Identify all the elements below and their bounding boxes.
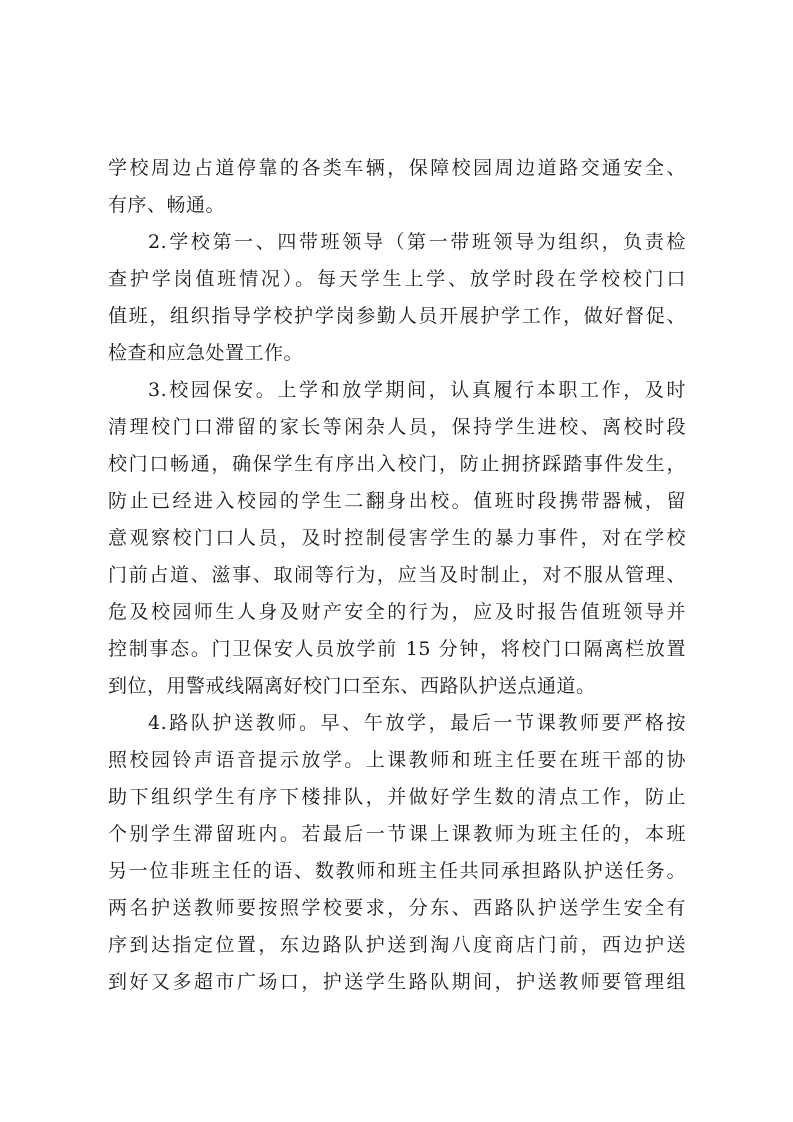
text-line: 控制事态。门卫保安人员放学前 15 分钟，将校门口隔离栏放置 [108,638,686,660]
text-line: 检查和应急处置工作。 [108,342,304,364]
text-line: 学校周边占道停靠的各类车辆，保障校园周边道路交通安全、 [108,157,686,179]
text-line: 两名护送教师要按照学校要求，分东、西路队护送学生安全有 [108,897,686,919]
text-line: 门前占道、滋事、取闹等行为，应当及时制止，对不服从管理、 [108,564,686,586]
text-line: 另一位非班主任的语、数教师和班主任共同承担路队护送任务。 [108,860,686,882]
text-line: 3.校园保安。上学和放学期间，认真履行本职工作，及时 [148,379,686,401]
text-line: 校门口畅通，确保学生有序出入校门，防止拥挤踩踏事件发生， [108,453,686,475]
text-line: 值班，组织指导学校护学岗参勤人员开展护学工作，做好督促、 [108,305,686,327]
text-line: 有序、畅通。 [108,194,226,216]
text-line: 个别学生滞留班内。若最后一节课上课教师为班主任的，本班 [108,823,686,845]
text-line: 照校园铃声语音提示放学。上课教师和班主任要在班干部的协 [108,749,686,771]
text-line: 到好又多超市广场口，护送学生路队期间，护送教师要管理组 [108,971,686,993]
text-line: 序到达指定位置，东边路队护送到淘八度商店门前，西边护送 [108,934,686,956]
text-line: 2.学校第一、四带班领导（第一带班领导为组织，负责检 [148,231,686,253]
text-line: 查护学岗值班情况）。每天学生上学、放学时段在学校校门口 [108,268,686,290]
paragraph-4 [108,705,686,1001]
paragraph-1-continued [108,150,686,224]
paragraph-3 [108,372,686,705]
text-line: 助下组织学生有序下楼排队，并做好学生数的清点工作，防止 [108,786,686,808]
text-line: 危及校园师生人身及财产安全的行为，应及时报告值班领导并 [108,601,686,623]
paragraph-2 [108,224,686,372]
text-line: 4.路队护送教师。早、午放学，最后一节课教师要严格按 [148,712,686,734]
text-line: 防止已经进入校园的学生二翻身出校。值班时段携带器械，留 [108,490,686,512]
text-line: 清理校门口滞留的家长等闲杂人员，保持学生进校、离校时段 [108,416,686,438]
body-text [108,150,686,1001]
text-line: 意观察校门口人员，及时控制侵害学生的暴力事件，对在学校 [108,527,686,549]
text-line: 到位，用警戒线隔离好校门口至东、西路队护送点通道。 [108,675,596,697]
